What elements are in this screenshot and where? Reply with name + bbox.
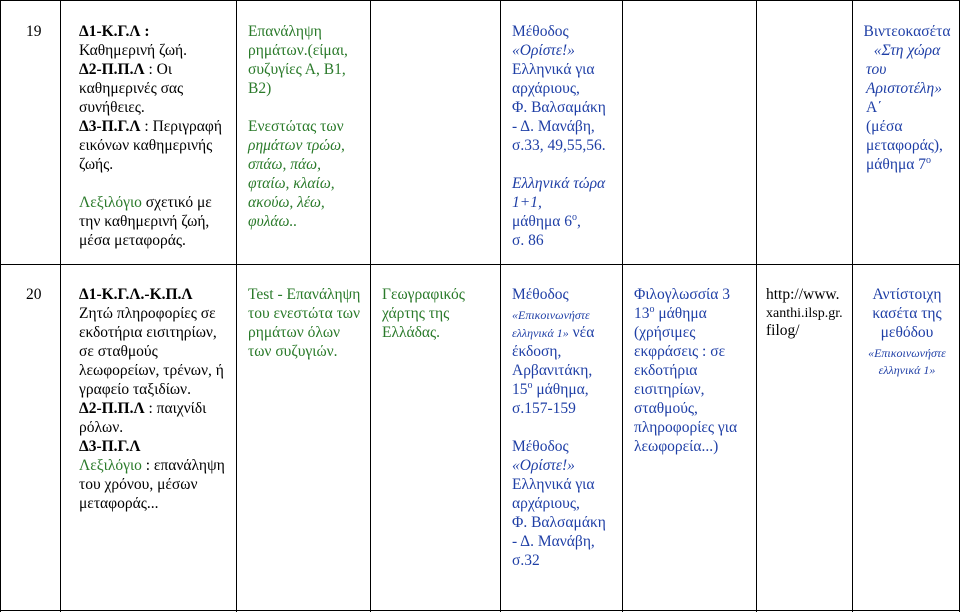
cell-line: σπάω, πάω, — [248, 156, 321, 173]
cell-line: ρημάτων όλων — [248, 324, 341, 341]
vocabulary-label: Λεξιλόγιο — [79, 194, 142, 211]
domain-code: Δ1-Κ.Γ.Λ : — [79, 23, 150, 40]
cell-text: μάθημα 7 — [866, 156, 927, 173]
cell-line: Ελληνικά για — [512, 61, 595, 78]
cell-line — [512, 323, 594, 343]
cell-line: Μέθοδος — [512, 286, 569, 303]
cell-line: λεωφορεία...) — [634, 438, 719, 455]
cell-text: ελληνικά 1» — [512, 326, 569, 340]
cell-line: - Δ. Μανάβη, — [512, 533, 595, 550]
cell-line: σε σταθμούς — [79, 343, 158, 360]
cell-line: «Στη χώρα — [873, 42, 941, 59]
row-number: 19 — [26, 23, 42, 40]
cell-line — [79, 117, 222, 136]
cell-line: εκδοτήρια — [634, 362, 698, 379]
cell-line: Μέθοδος — [512, 23, 569, 40]
superscript: ο — [926, 154, 932, 166]
cell-line: ρημάτων τρώω, — [248, 137, 345, 154]
cell-line: την καθημερινή ζωή, — [79, 213, 210, 230]
cell-line: Αριστοτέλη» — [866, 80, 942, 97]
cell-line: Ενεστώτας των — [248, 118, 344, 135]
cell-line — [866, 155, 931, 174]
row-divider — [0, 264, 960, 265]
cell-line: μεταφοράς... — [79, 495, 159, 512]
cell-line — [79, 399, 206, 418]
cell-line: Β2) — [248, 80, 272, 97]
cell-line: (μέσα — [866, 118, 903, 135]
col-border — [60, 0, 61, 612]
cell-line: Επανάληψη — [248, 23, 322, 40]
cell-line: 1+1, — [512, 194, 542, 211]
cell-line: ακούω, λέω, — [248, 194, 325, 211]
cell-line: Ελληνικά τώρα — [512, 175, 606, 192]
cell-text: : επανάληψη — [141, 457, 225, 474]
domain-code: Δ2-Π.Π.Λ — [79, 400, 145, 417]
cell-line: Φ. Βαλσαμάκη — [512, 514, 606, 531]
cell-line — [512, 212, 581, 231]
cell-line: ρημάτων.(είμαι, — [248, 42, 348, 59]
cell-text: : παιχνίδι — [144, 400, 207, 417]
col-border — [370, 0, 371, 612]
cell-line: ζωής. — [79, 156, 114, 173]
cell-line: εκφράσεις : σε — [634, 343, 726, 360]
cell-line: Αρβανιτάκη, — [512, 362, 593, 379]
cell-text: , — [577, 213, 581, 230]
cell-line: κασέτα της — [872, 305, 942, 322]
url-link-line[interactable]: xanthi.ilsp.gr. — [766, 306, 843, 321]
vocabulary-label: Λεξιλόγιο — [79, 457, 142, 474]
col-border — [0, 0, 1, 612]
col-border — [622, 0, 623, 612]
superscript: ο — [527, 379, 533, 391]
cell-line — [79, 193, 212, 212]
cell-text: μάθημα, — [532, 381, 589, 398]
cell-line: συζυγίες Α, Β1, — [248, 61, 346, 78]
cell-line — [79, 456, 225, 475]
cell-line: «Ορίστε!» — [512, 457, 575, 474]
cell-line: Μέθοδος — [512, 438, 569, 455]
cell-line: Αντίστοιχη — [872, 286, 942, 303]
cell-line: μεθόδου — [880, 324, 934, 341]
cell-line: «Επικοινωνήστε — [512, 308, 590, 322]
cell-line: του ενεστώτα των — [248, 305, 361, 322]
cell-line: ρόλων. — [79, 419, 124, 436]
cell-text: μάθημα — [654, 305, 707, 322]
cell-line: Γεωγραφικός — [382, 286, 465, 303]
cell-line: εισιτηρίων, — [634, 381, 705, 398]
cell-text: μάθημα 6 — [512, 213, 573, 230]
cell-text: : Περιγραφή — [140, 118, 222, 135]
cell-line: (χρήσιμες — [634, 324, 696, 341]
cell-line: σ.33, 49,55,56. — [512, 137, 606, 154]
domain-code: Δ3-Π.Γ.Λ — [79, 438, 141, 455]
cell-line: μεταφοράς), — [866, 137, 943, 154]
cell-line: φταίω, κλαίω, — [248, 175, 335, 192]
superscript: ο — [649, 303, 655, 315]
cell-line: συνήθειες. — [79, 99, 145, 116]
row-number: 20 — [26, 286, 42, 303]
cell-line: εικόνων καθημερινής — [79, 137, 213, 154]
cell-text: 15 — [512, 381, 528, 398]
cell-line: Βιντεοκασέτα — [863, 23, 951, 40]
cell-line: σ.32 — [512, 552, 540, 569]
table-bottom-border — [0, 610, 960, 611]
cell-line: σ. 86 — [512, 232, 544, 249]
table-top-border — [0, 0, 960, 1]
cell-line: σταθμούς, — [634, 400, 698, 417]
cell-line: αρχάριους, — [512, 495, 580, 512]
cell-line — [79, 437, 141, 456]
cell-line: μέσα μεταφοράς. — [79, 232, 186, 249]
cell-line: Ελληνικά για — [512, 476, 595, 493]
cell-line: του χρόνου, μέσων — [79, 476, 198, 493]
cell-line: αρχάριους, — [512, 80, 580, 97]
cell-text: : Οι — [144, 61, 173, 78]
cell-line: - Δ. Μανάβη, — [512, 118, 595, 135]
cell-line: Α΄ — [866, 99, 883, 116]
cell-line: «Επικοινωνήστε — [868, 346, 946, 360]
cell-line: Test - Επανάληψη — [248, 286, 361, 303]
cell-line: Καθημερινή ζωή. — [79, 42, 188, 59]
cell-line — [512, 380, 589, 399]
cell-line: χάρτης της — [382, 305, 450, 322]
cell-line: ελληνικά 1» — [878, 363, 936, 377]
cell-line: γραφείο ταξιδίων. — [79, 381, 191, 398]
cell-line: έκδοση, — [512, 343, 562, 360]
col-border — [756, 0, 757, 612]
cell-line: του — [866, 61, 887, 78]
cell-line — [79, 285, 193, 304]
superscript: ο — [572, 211, 578, 223]
domain-code: Δ1-Κ.Γ.Λ.-Κ.Π.Λ — [79, 286, 193, 303]
cell-line: φυλάω.. — [248, 213, 298, 230]
cell-line: «Ορίστε!» — [512, 42, 575, 59]
cell-line: λεωφορείων, τρένων, ή — [79, 362, 224, 379]
domain-code: Δ2-Π.Π.Λ — [79, 61, 145, 78]
cell-line: Φ. Βαλσαμάκη — [512, 99, 606, 116]
url-link-line[interactable]: http://www. — [766, 286, 840, 303]
cell-line: πληροφορίες για — [634, 419, 738, 436]
cell-line: Ελλάδας. — [382, 324, 441, 341]
cell-line: εκδοτήρια εισιτηρίων, — [79, 324, 217, 341]
cell-line: των συζυγιών. — [248, 343, 338, 360]
cell-line: Ζητώ πληροφορίες σε — [79, 305, 216, 322]
cell-text: νέα — [568, 324, 595, 341]
cell-line — [634, 304, 707, 323]
col-border — [500, 0, 501, 612]
cell-line: καθημερινές σας — [79, 80, 184, 97]
cell-line: σ.157-159 — [512, 400, 576, 417]
cell-line — [79, 60, 172, 79]
col-border — [236, 0, 237, 612]
cell-line — [79, 22, 150, 41]
cell-text: σχετικό με — [141, 194, 212, 211]
url-link-line[interactable]: filog/ — [766, 322, 800, 339]
domain-code: Δ3-Π.Γ.Λ — [79, 118, 141, 135]
cell-text: 13 — [634, 305, 650, 322]
cell-line: Φιλογλωσσία 3 — [634, 286, 730, 303]
col-border — [852, 0, 853, 612]
